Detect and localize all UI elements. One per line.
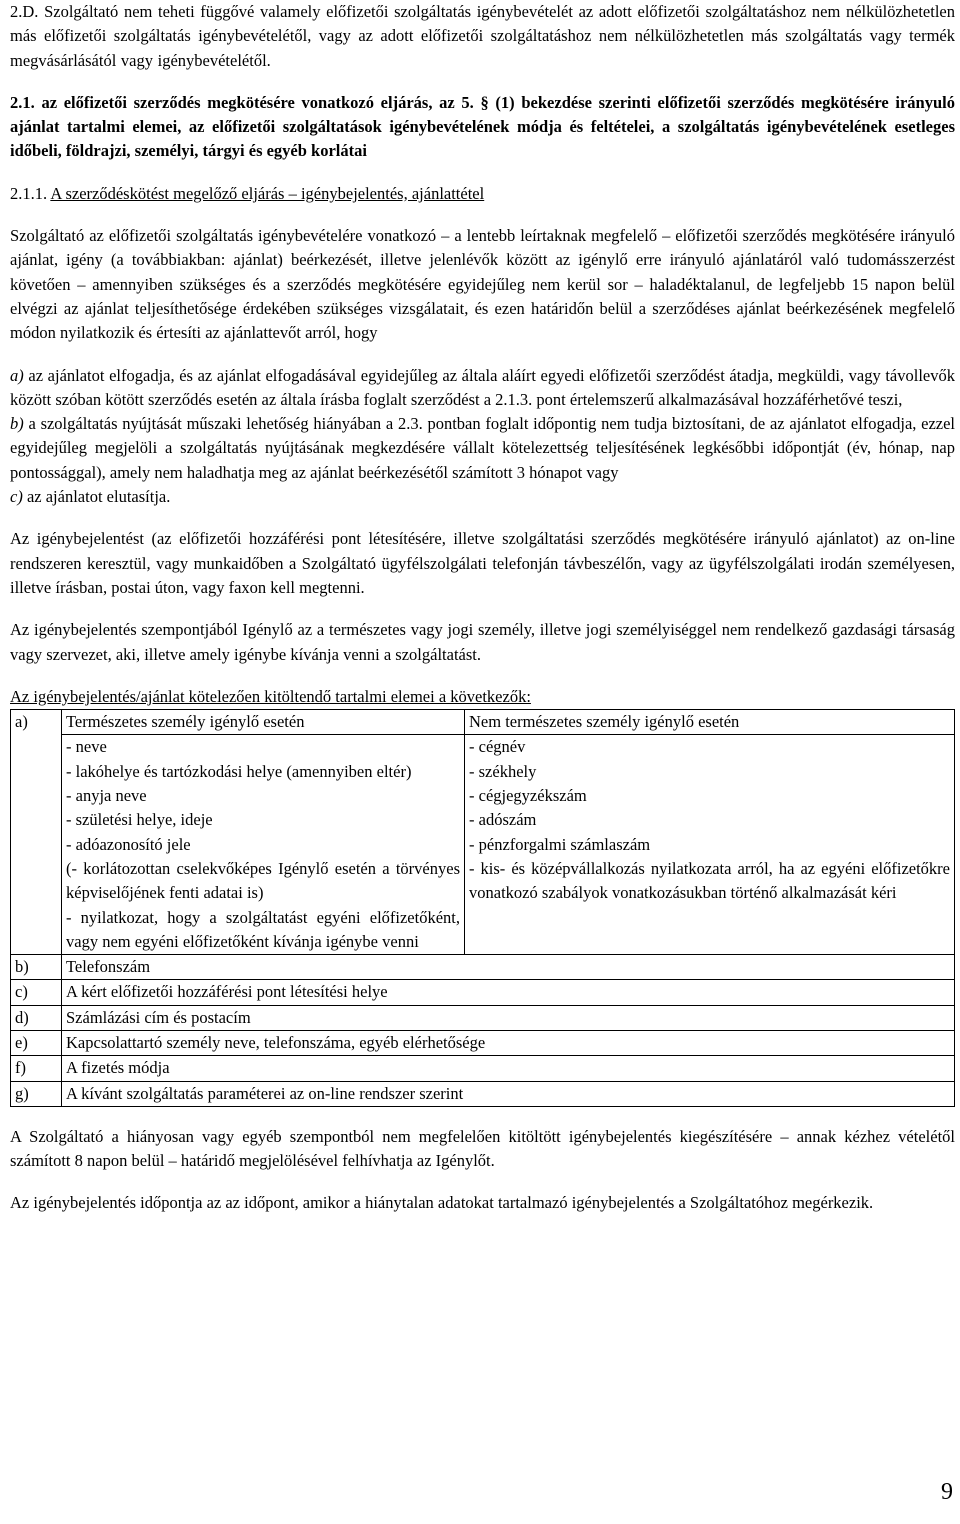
option-c-letter: c) bbox=[10, 487, 23, 507]
row-text: Kapcsolattartó személy neve, telefonszáma, egyéb elérhetősége bbox=[62, 1030, 955, 1055]
org-item: - székhely bbox=[469, 761, 537, 781]
option-b bbox=[10, 412, 955, 485]
required-fields-table bbox=[10, 709, 955, 1107]
org-item: - kis- és középvállalkozás nyilatkozata arról, ha az egyéni előfizetőkre vonatkozó szabályok vonatkozásukban történő alkalmazását kéri bbox=[469, 858, 950, 903]
natural-item: - születési helye, ideje bbox=[66, 810, 213, 830]
row-letter: b) bbox=[11, 955, 62, 980]
row-letter: c) bbox=[11, 980, 62, 1005]
natural-item: (- korlátozottan cselekvőképes Igénylő esetén a törvényes képviselőjének fenti adatai is) bbox=[66, 858, 460, 903]
natural-item: - neve bbox=[66, 737, 107, 757]
natural-item: - adóazonosító jele bbox=[66, 834, 191, 854]
row-letter: e) bbox=[11, 1030, 62, 1055]
row-text: Számlázási cím és postacím bbox=[62, 1005, 955, 1030]
subsection-number: 2.1.1. bbox=[10, 183, 48, 203]
table-row bbox=[11, 1056, 955, 1081]
option-a-text: az ajánlatot elfogadja, és az ajánlat elfogadásával egyidejűleg az általa aláírt egyedi előfizetői szerződést átadja, megküldi, vagy távollevők között szóban kötött szerződés esetén az általa írásba foglalt szerződést a 2.1.3. pont értelemszerű alkalmazásával hozzáférhetővé teszi, bbox=[10, 365, 955, 409]
table-row-a-header bbox=[11, 710, 955, 735]
option-a bbox=[10, 364, 955, 413]
table-row bbox=[11, 1081, 955, 1106]
table-row bbox=[11, 1005, 955, 1030]
organization-items bbox=[465, 735, 955, 955]
table-row bbox=[11, 980, 955, 1005]
option-a-letter: a) bbox=[10, 365, 24, 385]
intro-paragraph: 2.D. Szolgáltató nem teheti függővé valamely előfizetői szolgáltatás igénybevételét az adott előfizetői szolgáltatáshoz nem nélkülözhetetlen más előfizetői szolgáltatás igénybevételétől, vagy az adott előfizetői szolgáltatáshoz nem nélkülözhetetlen más szolgáltatás vagy termék megvásárlásától vagy igénybevételétől. bbox=[10, 2, 955, 70]
subsection-title: A szerződéskötést megelőző eljárás – igénybejelentés, ajánlattétel bbox=[50, 183, 485, 203]
organization-header: Nem természetes személy igénylő esetén bbox=[465, 710, 955, 735]
row-text: Telefonszám bbox=[62, 955, 955, 980]
table-row bbox=[11, 955, 955, 980]
paragraph-applicant: Az igénybejelentés szempontjából Igénylő az a természetes vagy jogi személy, illetve jogi személyiséggel nem rendelkező gazdasági társaság vagy szervezet, aki, illetve amely igénybe kívánja venni a szolgáltatást. bbox=[10, 620, 955, 664]
table-caption: Az igénybejelentés/ajánlat kötelezően kitöltendő tartalmi elemei a következők: bbox=[10, 686, 531, 706]
paragraph-submission: Az igénybejelentést (az előfizetői hozzáférési pont létesítésére, illetve szolgáltatási szerződés megkötésére irányuló ajánlatot) az on-line rendszeren keresztül, vagy munkaidőben a Szolgáltató ügyfélszolgálati telefonján távbeszélőn, vagy az ügyfélszolgálati irodán személyesen, illetve írásban, postai úton, vagy faxon kell megtenni. bbox=[10, 529, 955, 597]
option-b-text: a szolgáltatás nyújtását műszaki lehetőség hiányában a 2.3. pontban foglalt időpontig nem tudja biztosítani, de az ajánlatot elfogadja, ezzel egyidejűleg megjelöli a szolgáltatás nyújtásának megkezdésére vállalt kötelezettség teljesítésének legkésőbbi időpontját (év, hónap, nap pontossággal), amely nem haladhatja meg az ajánlat beérkezésétől számított 3 hónapot vagy bbox=[10, 414, 956, 482]
document-page bbox=[10, 0, 955, 1216]
page-number: 9 bbox=[941, 1479, 953, 1505]
row-text: A kért előfizetői hozzáférési pont létesítési helye bbox=[62, 980, 955, 1005]
option-c-text: az ajánlatot elutasítja. bbox=[26, 487, 171, 507]
option-c bbox=[10, 485, 955, 509]
natural-person-header: Természetes személy igénylő esetén bbox=[62, 710, 465, 735]
paragraph-procedure: Szolgáltató az előfizetői szolgáltatás igénybevételére vonatkozó – a lentebb leírtaknak megfelelő – előfizetői szerződés megkötésére irányuló ajánlat, igény (a továbbiakban: ajánlat) beérkezését, illetve jelenlévők között az igénylő erre irányuló ajánlatáról való tudomásszerzést követően – amennyiben szükséges és a szerződés megkötésére egyidejűleg nem kerül sor – haladéktalanul, de legfeljebb 15 napon belül elvégzi az ajánlat teljesíthetősége érdekében szükséges vizsgálatait, és ezen határidőn belül a szerződéses ajánlat beérkezésének megfelelő módon nyilatkozik és értesíti az ajánlattevőt arról, hogy bbox=[10, 226, 955, 343]
natural-item: - lakóhelye és tartózkodási helye (amennyiben eltér) bbox=[66, 761, 412, 781]
natural-item: - nyilatkozat, hogy a szolgáltatást egyéni előfizetőként, vagy nem egyéni előfizetőként kívánja igénybe venni bbox=[66, 907, 460, 951]
subsection-heading bbox=[10, 182, 955, 206]
natural-item: - anyja neve bbox=[66, 786, 147, 806]
org-item: - adószám bbox=[469, 810, 537, 830]
row-a-letter: a) bbox=[11, 710, 62, 955]
org-item: - cégnév bbox=[469, 737, 526, 757]
natural-person-items bbox=[62, 735, 465, 955]
row-letter: f) bbox=[11, 1056, 62, 1081]
row-letter: g) bbox=[11, 1081, 62, 1106]
row-text: A kívánt szolgáltatás paraméterei az on-line rendszer szerint bbox=[62, 1081, 955, 1106]
row-text: A fizetés módja bbox=[62, 1056, 955, 1081]
row-letter: d) bbox=[11, 1005, 62, 1030]
org-item: - pénzforgalmi számlaszám bbox=[469, 834, 651, 854]
paragraph-submission-time: Az igénybejelentés időpontja az az időpont, amikor a hiánytalan adatokat tartalmazó igénybejelentés a Szolgáltatóhoz megérkezik. bbox=[10, 1193, 874, 1213]
table-row-a-content bbox=[11, 735, 955, 955]
section-heading: 2.1. az előfizetői szerződés megkötésére vonatkozó eljárás, az 5. § (1) bekezdése szerinti előfizetői szerződés megkötésére irányuló ajánlat tartalmi elemei, az előfizetői szolgáltatások igénybevételének módja és feltételei, a szolgáltatás igénybevételének esetleges időbeli, földrajzi, személyi, tárgyi és egyéb korlátai bbox=[10, 92, 955, 161]
org-item: - cégjegyzékszám bbox=[469, 786, 587, 806]
paragraph-missing-data: A Szolgáltató a hiányosan vagy egyéb szempontból nem megfelelően kitöltött igénybejelentés kiegészítésére – annak kézhez vételétől számított 8 napon belül – határidő megjelölésével felhívhatja az Igénylőt. bbox=[10, 1126, 955, 1171]
table-row bbox=[11, 1030, 955, 1055]
option-b-letter: b) bbox=[10, 414, 24, 434]
